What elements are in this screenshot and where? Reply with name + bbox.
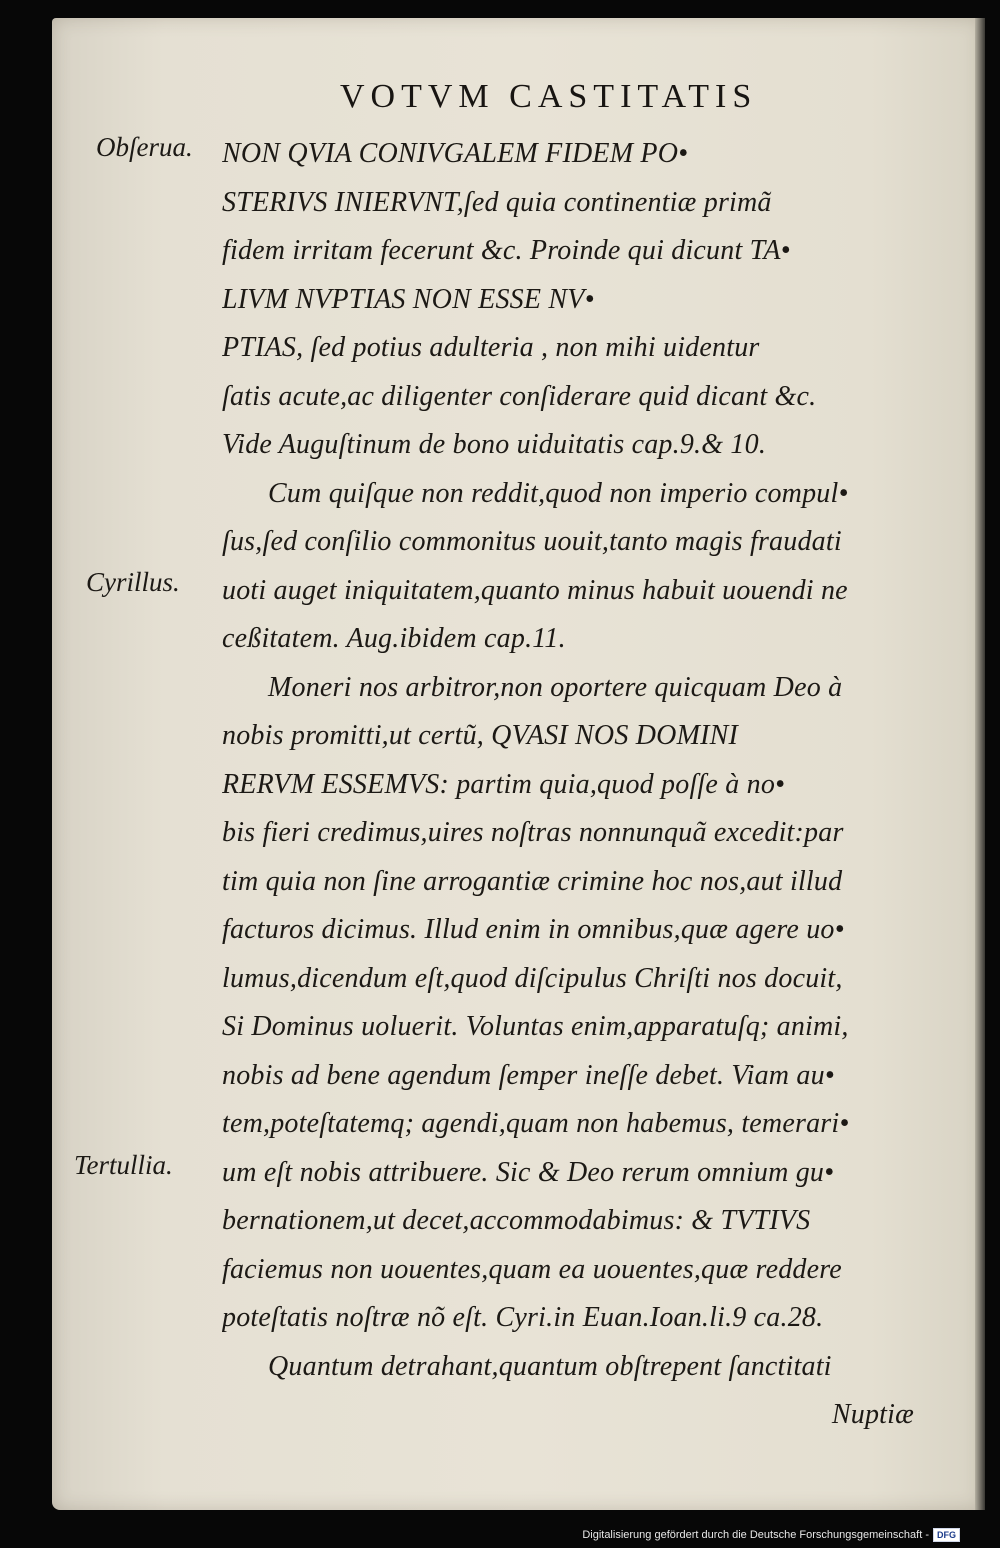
text-line: uoti auget iniquitatem,quanto minus habuit uouendi ne xyxy=(222,574,848,606)
text-line: um eſt nobis attribuere. Sic & Deo rerum omnium gu• xyxy=(222,1156,835,1188)
text-line: tim quia non ſine arrogantiæ crimine hoc nos,aut illud xyxy=(222,865,843,897)
text-line: Si Dominus uoluerit. Voluntas enim,apparatuſq; animi, xyxy=(222,1011,849,1042)
text-line: Cum quiſque non reddit,quod non imperio compul• xyxy=(268,477,849,509)
text-line: PTIAS, ſed potius adulteria , non mihi uidentur xyxy=(222,332,760,363)
page-edge xyxy=(975,18,985,1510)
margin-note-cyrillus: Cyrillus. xyxy=(86,567,180,597)
dfg-logo-icon: DFG xyxy=(933,1528,960,1542)
digitization-credit xyxy=(582,1528,960,1542)
text-line: ceßitatem. Aug.ibidem cap.11. xyxy=(222,623,566,654)
text-line: STERIVS INIERVNT,ſed quia continentiæ primã xyxy=(222,186,772,218)
text-line: LIVM NVPTIAS NON ESSE NV• xyxy=(222,283,595,315)
text-line: nobis promitti,ut certũ, QVASI NOS DOMINI xyxy=(222,720,739,751)
text-line: bernationem,ut decet,accommodabimus: & TVTIVS xyxy=(222,1205,811,1236)
text-line: lumus,dicendum eſt,quod diſcipulus Chriſti nos docuit, xyxy=(222,962,843,994)
text-line: Quantum detrahant,quantum obſtrepent ſanctitati xyxy=(268,1350,832,1382)
text-line: faciemus non uouentes,quam ea uouentes,quæ reddere xyxy=(222,1253,842,1285)
credit-text: Digitalisierung gefördert durch die Deutsche Forschungsgemeinschaft - xyxy=(582,1529,929,1541)
catchword: Nuptiæ xyxy=(831,1399,914,1430)
text-line: tem,poteſtatemq; agendi,quam non habemus, temerari• xyxy=(222,1108,850,1139)
text-line: facturos dicimus. Illud enim in omnibus,quæ agere uo• xyxy=(222,914,845,945)
text-line: Vide Auguſtinum de bono uiduitatis cap.9.& 10. xyxy=(222,429,767,460)
body-text xyxy=(222,130,922,1440)
running-title: VOTVM CASTITATIS xyxy=(340,78,758,115)
text-line: ſus,ſed conſilio commonitus uouit,tanto magis fraudati xyxy=(222,526,842,557)
text-line: fidem irritam fecerunt &c. Proinde qui dicunt TA• xyxy=(222,235,791,266)
text-line: ſatis acute,ac diligenter conſiderare quid dicant &c. xyxy=(222,380,817,412)
margin-note-observa: Obſerua. xyxy=(96,132,193,162)
text-line: poteſtatis noſtræ nõ eſt. Cyri.in Euan.Ioan.li.9 ca.28. xyxy=(222,1302,824,1333)
text-line: NON QVIA CONIVGALEM FIDEM PO• xyxy=(222,138,689,169)
text-line: bis fieri credimus,uires noſtras nonnunquã excedit:par xyxy=(222,817,844,848)
text-line: Moneri nos arbitror,non oportere quicquam Deo à xyxy=(268,671,843,703)
text-line: nobis ad bene agendum ſemper ineſſe debet. Viam au• xyxy=(222,1059,835,1091)
text-line: RERVM ESSEMVS: partim quia,quod poſſe à no• xyxy=(222,768,786,800)
margin-note-tertullia: Tertullia. xyxy=(74,1150,173,1180)
